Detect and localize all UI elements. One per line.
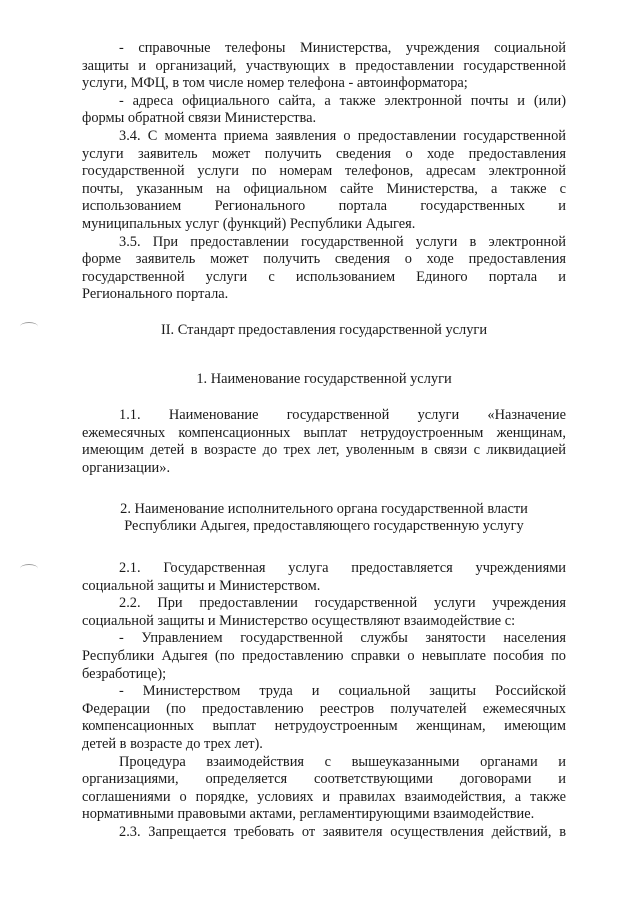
text-line: почты, указанным на официальном сайте Министерства, а также с (82, 180, 566, 197)
text-line: безработице); (82, 665, 167, 682)
margin-mark (20, 564, 38, 573)
subsection-title: Республики Адыгея, предоставляющего государственную услугу (124, 518, 524, 534)
text-line: - адреса официального сайта, а также электронной почты и (или) (119, 92, 566, 109)
text-line: компенсационных выплат нетрудоустроенным женщинам, имеющим (82, 718, 566, 735)
text-line: 3.5. При предоставлении государственной услуги в электронной (119, 233, 566, 250)
text-line: 2.2. При предоставлении государственной услуги учреждения (119, 595, 566, 612)
text-line: услуги, МФЦ, в том числе номер телефона - автоинформатора; (82, 75, 468, 92)
text-line: социальной защиты и Министерством. (82, 577, 321, 594)
text-line: 3.4. С момента приема заявления о предоставлении государственной (119, 127, 566, 144)
text-line: государственной услуги с использованием Единого портала и (82, 268, 566, 285)
text-block-service-name (82, 407, 566, 477)
text-line: организациями, определяется соответствующими договорами и (82, 771, 566, 788)
text-line: услуги заявитель может получить сведения о ходе предоставления (82, 145, 566, 162)
text-line: формы обратной связи Министерства. (82, 110, 317, 127)
text-line: государственной услуги по номерам телефонов, адресам электронной (82, 163, 566, 180)
text-line: - Управлением государственной службы занятости населения (119, 630, 566, 647)
text-line: ежемесячных компенсационных выплат нетрудоустроенным женщинам, (82, 424, 566, 441)
text-line: детей в возрасте до трех лет). (82, 735, 263, 752)
text-line: социальной защиты и Министерство осуществляют взаимодействие с: (82, 612, 516, 629)
margin-mark (20, 322, 38, 331)
text-line: нормативными правовыми актами, регламентирующими взаимодействие. (82, 806, 535, 823)
text-block-contacts (82, 40, 566, 304)
text-line: форме заявитель может получить сведения о ходе предоставления (82, 251, 566, 268)
text-line: имеющим детей в возрасте до трех лет, уволенным в связи с ликвидацией (82, 442, 566, 459)
text-line: организации». (82, 459, 171, 476)
text-line: Процедура взаимодействия с вышеуказанными органами и (119, 753, 566, 770)
text-line: Республики Адыгея (по предоставлению справки о невыплате пособия по (82, 647, 566, 664)
text-line: 2.1. Государственная услуга предоставляется учреждениями (119, 560, 566, 576)
text-line: Регионального портала. (82, 286, 229, 303)
subsection-title: 2. Наименование исполнительного органа государственной власти (120, 501, 528, 517)
text-line: соглашениями о порядке, условиях и правилах взаимодействия, а также (82, 788, 566, 805)
section-title: II. Стандарт предоставления государственной услуги (160, 322, 488, 338)
text-line: использованием Регионального портала государственных и (82, 198, 566, 215)
text-line: 1.1. Наименование государственной услуги «Назначение (119, 407, 566, 423)
text-line: - справочные телефоны Министерства, учреждения социальной (119, 40, 566, 56)
text-line: Федерации (по предоставлению реестров получателей ежемесячных (82, 700, 566, 717)
text-line: 2.3. Запрещается требовать от заявителя осуществления действий, в (119, 823, 566, 840)
text-line: - Министерством труда и социальной защиты Российской (119, 683, 566, 700)
text-line: защиты и организаций, участвующих в предоставлении государственной (82, 57, 566, 74)
text-block-authority (82, 560, 566, 842)
subsection-title: 1. Наименование государственной услуги (196, 371, 452, 387)
text-line: муниципальных услуг (функций) Республики Адыгея. (82, 215, 416, 232)
